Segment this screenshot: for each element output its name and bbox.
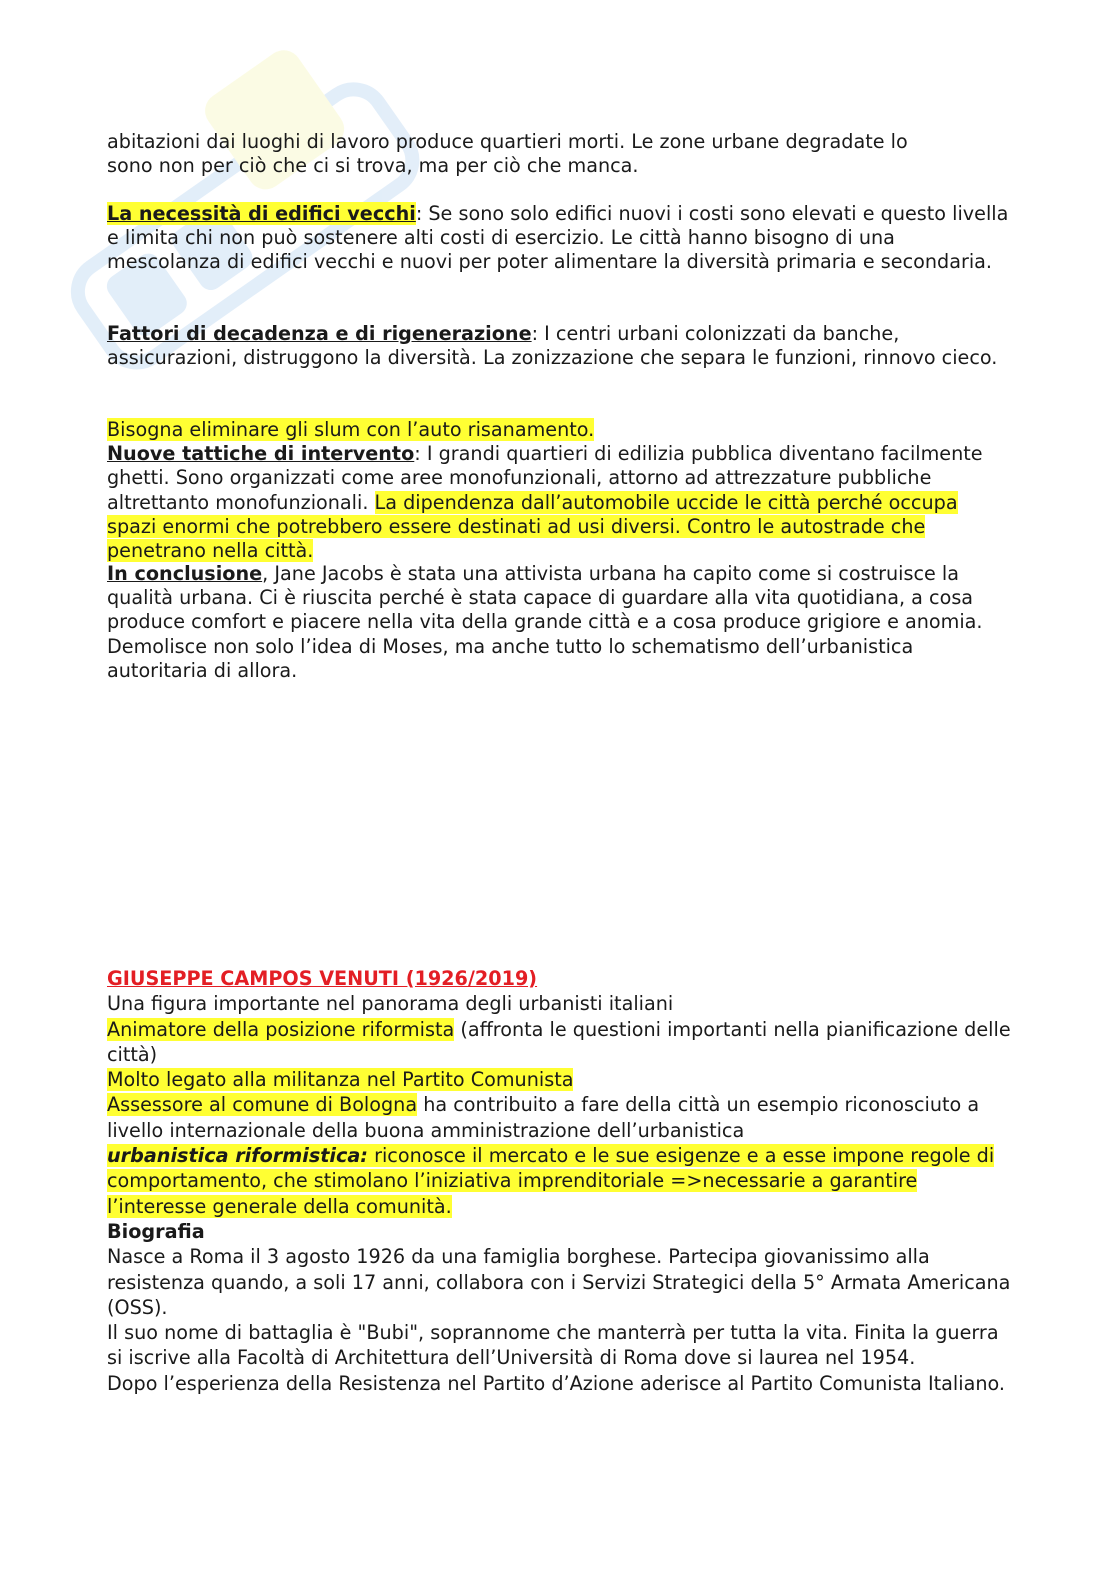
section-heading: La necessità di edifici vecchi — [107, 202, 416, 225]
paragraph-intro — [107, 130, 1012, 178]
paragraph-text: (affronta le questioni importanti nella pianificazione delle città) — [107, 1017, 1011, 1066]
highlighted-text: riconosce il mercato e le sue esigenze e a esse impone regole di comportamento, che stimolano l’iniziativa imprenditoriale =>necessarie a garantire l’interesse generale della comunità. — [107, 1144, 995, 1218]
paragraph-conclusione — [107, 562, 1012, 683]
paragraph-tattiche — [107, 418, 1012, 563]
highlighted-text: Molto legato alla militanza nel Partito Comunista — [107, 1068, 574, 1092]
section-heading: Fattori di decadenza e di rigenerazione — [107, 322, 532, 345]
bio-paragraph: Nasce a Roma il 3 agosto 1926 da una famiglia borghese. Partecipa giovanissimo alla resistenza quando, a soli 17 anni, collabora con i Servizi Strategici della 5° Armata Americana (OSS). — [107, 1245, 1011, 1319]
bio-paragraph: Il suo nome di battaglia è "Bubi", soprannome che manterrà per tutta la vita. Finita la guerra si iscrive alla Facoltà di Architettura dell’Università di Roma dove si laurea nel 1954. — [107, 1321, 999, 1370]
section-heading: In conclusione — [107, 562, 263, 585]
section-heading: Biografia — [107, 1219, 205, 1243]
text-line: sono non per ciò che ci si trova, ma per ciò che manca. — [107, 154, 639, 178]
paragraph-text: , Jane Jacobs è stata una attivista urbana ha capito come si costruisce la qualità urbana. Ci è riuscita perché è stata capace di guardare alla vita quotidiana, a cosa produce comfort e piacere nella vita della grande città e a cosa produce grigiore e anomia. Demolisce non solo l’idea di Moses, ma anche tutto lo schematismo dell’urbanistica autoritaria di allora. — [107, 562, 983, 682]
paragraph-text: : I centri urbani colonizzati da banche, assicurazioni, distruggono la diversità. La zonizzazione che separa le funzioni, rinnovo cieco. — [107, 322, 998, 370]
section-heading: Nuove tattiche di intervento — [107, 442, 415, 466]
paragraph-text: : Se sono solo edifici nuovi i costi sono elevati e questo livella e limita chi non può sostenere alti costi di esercizio. Le città hanno bisogno di una mescolanza di edifici vecchi e nuovi per poter alimentare la diversità primaria e secondaria. — [107, 202, 1009, 274]
paragraph-edifici-vecchi — [107, 202, 1012, 275]
section-campos-venuti — [107, 966, 1012, 1396]
term-label: urbanistica riformistica: — [107, 1144, 368, 1168]
paragraph-text: : I grandi quartieri di edilizia pubblica diventano facilmente ghetti. Sono organizzati come aree monofunzionali, attorno ad attrezzature pubbliche altrettanto monofunzionali. — [107, 442, 983, 514]
paragraph-text: ha contribuito a fare della città un esempio riconosciuto a livello internazionale della buona amministrazione dell’urbanistica — [107, 1093, 980, 1142]
intro-line: Una figura importante nel panorama degli urbanisti italiani — [107, 992, 674, 1016]
highlighted-text: Assessore al comune di Bologna — [107, 1093, 418, 1117]
highlighted-text: Animatore della posizione riformista — [107, 1017, 455, 1041]
bio-paragraph: Dopo l’esperienza della Resistenza nel Partito d’Azione aderisce al Partito Comunista Italiano. — [107, 1371, 1006, 1395]
page-title: GIUSEPPE CAMPOS VENUTI (1926/2019) — [107, 967, 538, 990]
text-line: abitazioni dai luoghi di lavoro produce quartieri morti. Le zone urbane degradate lo — [107, 130, 908, 153]
paragraph-decadenza — [107, 322, 1012, 370]
highlighted-line: Bisogna eliminare gli slum con l’auto risanamento. — [107, 418, 595, 441]
highlighted-text: La dipendenza dall’automobile uccide le città perché occupa spazi enormi che potrebbero essere destinati ad usi diversi. Contro le autostrade che penetrano nella città. — [107, 490, 958, 563]
